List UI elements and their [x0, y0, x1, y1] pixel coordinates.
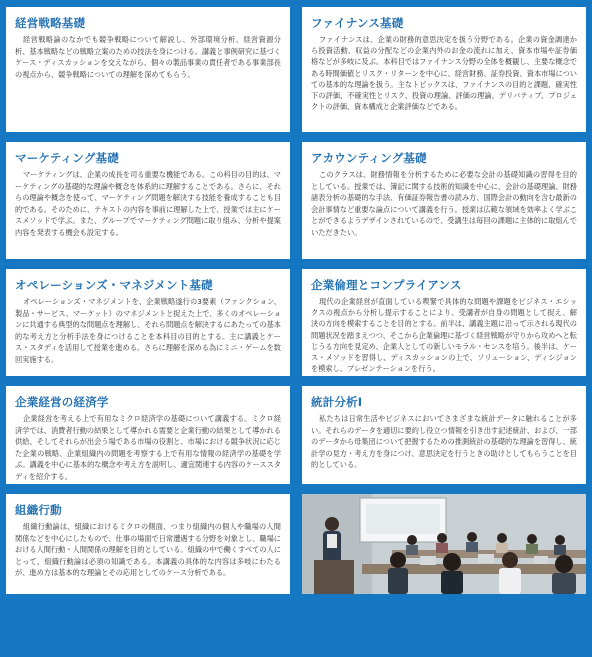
course-title: オペレーションズ・マネジメント基礎 [15, 278, 213, 292]
course-card-economics [6, 386, 290, 484]
course-description: 経営戦略論のなかでも競争戦略について解説し、外部環境分析、経営資源分析、基本戦略などの戦略立案のための技法を身につける。講義と事例研究に基づくケース・ディスカッションを交えながら、個々の製品事業の責任者である事業部長の視点から、競争戦略についての理解を深めてもらう。 [15, 35, 281, 79]
course-title: 企業経営の経済学 [15, 395, 109, 409]
course-card-finance [302, 7, 586, 132]
course-title: 経営戦略基礎 [15, 16, 86, 30]
course-title: マーケティング基礎 [15, 151, 119, 165]
course-description: 組織行動論は、組織におけるミクロの側面、つまり組織内の個人や職場の人間関係などを中心にしたもので、仕事の場面で日常遭遇する分野を対象とし、職場における人間行動・人間関係の理解を目的としている。組織の中で働くすべての人にとって、組織行動論は必須の知識である。本講義の具体的な内容は多岐にわたるが、進め方は基本的な理論とその応用としてのケース分析である。 [15, 522, 281, 578]
course-card-marketing [6, 142, 290, 259]
classroom-photo-icon [302, 494, 586, 594]
course-description: オペレーションズ・マネジメントを、企業戦略遂行の3要素（ファンクション、製品・サービス、マーケット）のマネジメントと捉えた上で、多くのオペレーションに共通する典型的な問題点を理解し、それら問題点を解決するにあたっての基本的な考え方と分析手法を身につけることを本科目の目的とする。主に講義とケース・スタディを活用して授業を進める。さらに理解を深める為にミニ・ゲームを数回実施する。 [15, 297, 281, 364]
course-card-statistics [302, 386, 586, 484]
course-description: 企業経営を考える上で有用なミクロ経済学の基礎について講義する。ミクロ経済学では、消費者行動の結果として導かれる需要と企業行動の結果として導かれる供給、そしてそれらが出会う場である市場の役割と、市場における競争状況に応じた企業の戦略、企業組織内の問題を考察する上で有用な情報の経済学の基礎を学ぶ。講義を中心に基本的な概念や考え方を説明し、適宜関連する内容のケーススタディを紹介する。 [15, 414, 281, 481]
course-card-org-behavior [6, 494, 290, 594]
course-description: 現代の企業経営が直面している喫緊で具体的な問題や課題をビジネス・エシックスの視点から分析し提示することにより、受講者が自身の問題として捉え、解決の方向を模索することを目的とする。前半は、講義主題に沿って示される現代の問題状況を踏まえつつ、そこから企業倫理に基づく経営戦略が守りから攻めへと転じうる方向を見定め、企業人としての新しいモラル・センスを培う。後半は、ケース・メソッドを習得し、ディスカッションの上で、ソリューション、ディシジョンを模索し、プレゼンテーションを行う。 [311, 297, 577, 374]
course-card-strategy [6, 7, 290, 132]
course-card-accounting [302, 142, 586, 259]
course-card-ethics [302, 269, 586, 376]
course-description: 私たちは日常生活やビジネスにおいてさまざまな統計データに触れることが多い。それらのデータを適切に要約し役立つ情報を引き出す記述統計、および、一部のデータから母集団について把握するための推測統計の基礎的な理論を習得し、統計学の見方・考え方を身につけ、意思決定を行うときの助けとしてもらうことを目的としている。 [311, 414, 577, 470]
course-description: ファイナンスは、企業の財務的意思決定を扱う分野である。企業の資金調達から投資活動、収益の分配などの企業内外のお金の流れに加え、資本市場や証券価格などが多岐に及ぶ。本科目ではファイナンス分野の全体を概観し、主要な概念である時間価値とリスク・リターンを中心に、経営財務、証券投資、資本市場についての基本的な理論を扱う。主なトピックスは、ファイナンスの目的と課題、確実性下の評価、不確実性とリスク、投資の理論、評価の理論、デリバティブ、プロジェクトの評価、資本構成と企業評価などである。 [311, 35, 577, 112]
classroom-photo [302, 494, 586, 594]
course-title: ファイナンス基礎 [311, 16, 404, 30]
course-title: 統計分析Ⅰ [311, 395, 363, 409]
course-description: マーケティングは、企業の成長を司る重要な機能である。この科目の目的は、マーケティングの基礎的な理論や概念を体系的に理解することである。さらに、それらの理論や概念を使って、マーケティング問題を解決する技能を養成することも目的である。そのために、テキストの内容を事前に理解した上で、授業では主にケースメソッドで学ぶ。また、グループでマーケティング問題に取り組み、分析や提案内容を発表する機会も設定する。 [15, 170, 281, 237]
course-grid [6, 7, 587, 594]
course-title: 企業倫理とコンプライアンス [311, 278, 462, 292]
course-description: このクラスは、財務情報を分析するために必要な会計の基礎知識の習得を目的としている。授業では、簿記に関する技術的知識を中心に、会計の基礎理論、財務諸表分析の基礎的な手法、有価証券報告書の読み方、国際会計の動向を含む最新の会計事情など重要な論点について講義を行う。授業は広範な領域を効率よく学ぶことができるようデザインされているので、受講生は毎回の課題に主体的に取組んでいただきたい。 [311, 170, 577, 237]
course-title: 組織行動 [15, 503, 62, 517]
course-card-operations [6, 269, 290, 376]
course-title: アカウンティング基礎 [311, 151, 427, 165]
